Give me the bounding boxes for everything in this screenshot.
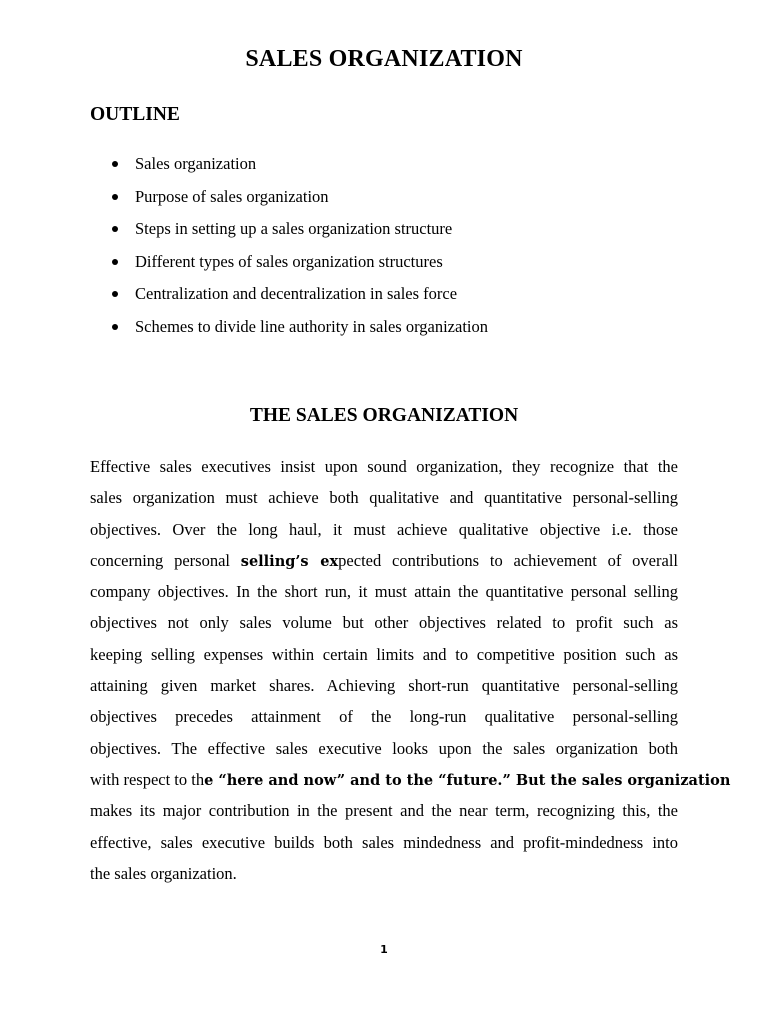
list-item (90, 313, 488, 346)
paragraph-line: the sales organization. (90, 863, 237, 883)
list-item (90, 215, 488, 248)
page-number: 1 (380, 943, 388, 956)
list-item-text: Purpose of sales organization (135, 186, 329, 206)
list-item-text: Schemes to divide line authority in sales organization (135, 316, 488, 336)
list-item (90, 280, 488, 313)
paragraph-line: Effective sales executives insist upon sound organization, they recognize that the (90, 457, 678, 476)
line-text: concerning personal (90, 550, 241, 570)
list-item-text: Centralization and decentralization in sales force (135, 284, 458, 303)
paragraph-line: keeping selling expenses within certain limits and to competitive position such as (90, 644, 678, 664)
line-text: with respect to th (90, 769, 205, 789)
line-text: pected contributions to achievement of overall (338, 550, 678, 570)
outline-heading: OUTLINE (90, 104, 180, 125)
paragraph-line: effective, sales executive builds both sales mindedness and profit-mindedness into (90, 832, 678, 852)
list-item (90, 183, 488, 216)
list-item (90, 248, 488, 281)
body-paragraph (90, 451, 731, 889)
bullet-icon (112, 226, 118, 232)
paragraph-line: objectives not only sales volume but other objectives related to profit such as (90, 613, 678, 633)
list-item (90, 150, 488, 183)
paragraph-line (90, 545, 678, 576)
paragraph-line: objectives precedes attainment of the long-run qualitative personal-selling (90, 707, 678, 727)
bullet-icon (112, 194, 118, 200)
outline-list (90, 150, 488, 345)
list-item-text: Different types of sales organization structures (135, 251, 443, 271)
bullet-icon (112, 291, 118, 297)
paragraph-line: makes its major contribution in the present and the near term, recognizing this, the (90, 801, 678, 821)
emphasized-text: e “here and now” and to the “future.” But the sales organization (204, 771, 731, 789)
bullet-icon (112, 324, 118, 330)
list-item-text: Sales organization (135, 154, 257, 173)
paragraph-line: objectives. The effective sales executive looks upon the sales organization both (90, 738, 678, 758)
paragraph-line: attaining given market shares. Achieving short-run quantitative personal-selling (90, 676, 678, 696)
paragraph-line: company objectives. In the short run, it must attain the quantitative personal selling (90, 582, 678, 602)
paragraph-line (90, 764, 731, 795)
bullet-icon (112, 259, 118, 265)
list-item-text: Steps in setting up a sales organization structure (135, 219, 453, 238)
paragraph-line: sales organization must achieve both qualitative and quantitative personal-selling (90, 488, 678, 508)
section-heading: THE SALES ORGANIZATION (249, 405, 519, 426)
document-title: SALES ORGANIZATION (245, 46, 523, 72)
bullet-icon (112, 161, 118, 167)
paragraph-line: objectives. Over the long haul, it must achieve qualitative objective i.e. those (90, 519, 678, 539)
emphasized-text: selling’s ex (240, 552, 339, 570)
